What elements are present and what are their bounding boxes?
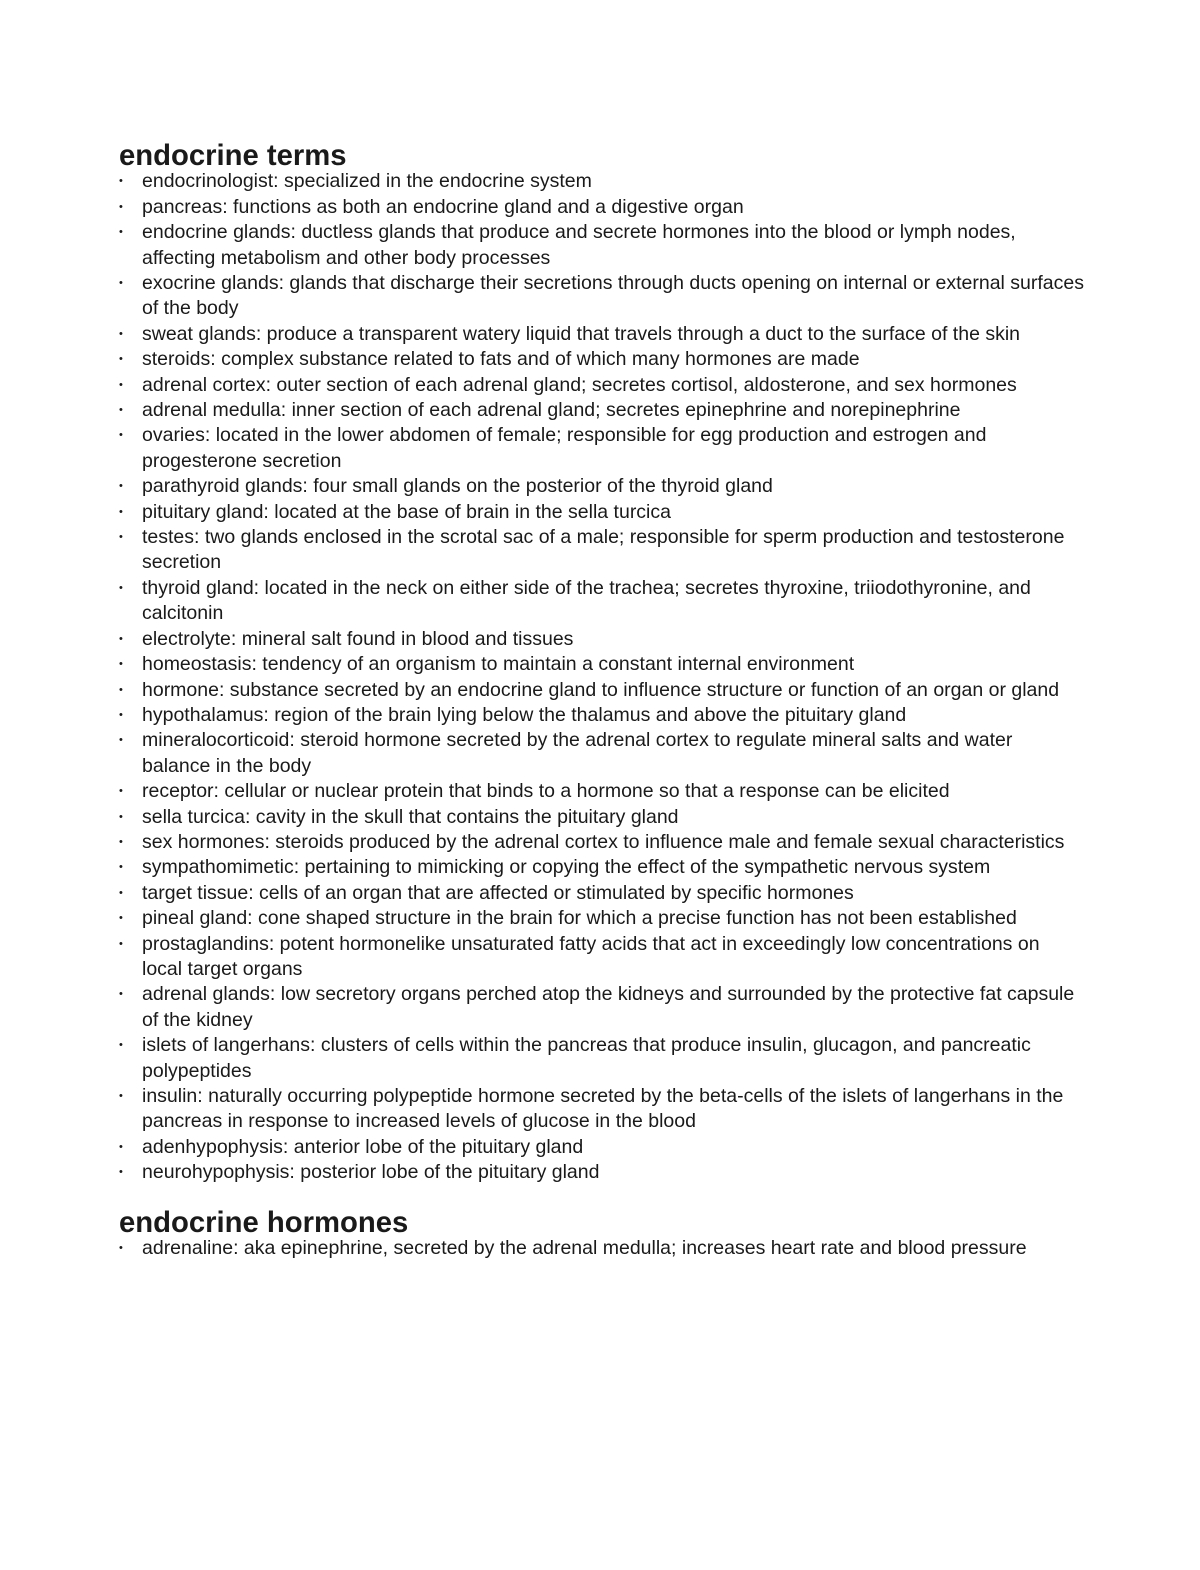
term-text: pineal gland: cone shaped structure in the brain for which a precise function has not been established <box>142 907 1017 930</box>
list-item <box>119 322 1084 347</box>
term-text: hypothalamus: region of the brain lying below the thalamus and above the pituitary gland <box>142 703 907 726</box>
list-item <box>119 728 1084 779</box>
term-text: islets of langerhans: clusters of cells within the pancreas that produce insulin, glucagon, and pancreatic polypeptides <box>142 1034 1031 1082</box>
list-item <box>119 678 1084 703</box>
list-item <box>119 779 1084 804</box>
term-text: hormone: substance secreted by an endocrine gland to influence structure or function of an organ or gland <box>142 678 1060 701</box>
list-item <box>119 525 1084 576</box>
bullet-icon: • <box>119 988 123 1001</box>
list-item <box>119 423 1084 474</box>
term-list <box>119 169 1084 1185</box>
bullet-icon: • <box>119 505 123 518</box>
bullet-icon: • <box>119 277 123 290</box>
bullet-icon: • <box>119 404 123 417</box>
list-item <box>119 1236 1084 1261</box>
bullet-icon: • <box>119 810 123 823</box>
list-item <box>119 855 1084 880</box>
section-endocrine-hormones <box>119 1207 1084 1262</box>
term-text: prostaglandins: potent hormonelike unsaturated fatty acids that act in exceedingly low concentrations on local target organs <box>142 932 1040 980</box>
bullet-icon: • <box>119 531 123 544</box>
bullet-icon: • <box>119 734 123 747</box>
bullet-icon: • <box>119 175 123 188</box>
term-text: endocrinologist: specialized in the endocrine system <box>142 170 592 193</box>
bullet-icon: • <box>119 1140 123 1153</box>
list-item <box>119 500 1084 525</box>
term-text: adenhypophysis: anterior lobe of the pituitary gland <box>142 1135 584 1158</box>
bullet-icon: • <box>119 912 123 925</box>
section-endocrine-terms <box>119 140 1084 1186</box>
list-item <box>119 1160 1084 1185</box>
list-item <box>119 195 1084 220</box>
list-item <box>119 474 1084 499</box>
bullet-icon: • <box>119 632 123 645</box>
document-page <box>119 140 1084 1262</box>
list-item <box>119 906 1084 931</box>
bullet-icon: • <box>119 1166 123 1179</box>
term-text: sympathomimetic: pertaining to mimicking or copying the effect of the sympathetic nervous system <box>142 856 991 879</box>
bullet-icon: • <box>119 200 123 213</box>
list-item <box>119 1084 1084 1135</box>
bullet-icon: • <box>119 1039 123 1052</box>
list-item <box>119 652 1084 677</box>
term-text: parathyroid glands: four small glands on the posterior of the thyroid gland <box>142 475 773 498</box>
bullet-icon: • <box>119 683 123 696</box>
bullet-icon: • <box>119 937 123 950</box>
term-text: insulin: naturally occurring polypeptide hormone secreted by the beta-cells of the islets of langerhans in the pancreas in response to increased levels of glucose in the blood <box>142 1085 1064 1133</box>
bullet-icon: • <box>119 378 123 391</box>
list-item <box>119 982 1084 1033</box>
bullet-icon: • <box>119 658 123 671</box>
bullet-icon: • <box>119 1090 123 1103</box>
term-text: target tissue: cells of an organ that are affected or stimulated by specific hormones <box>142 881 854 904</box>
term-text: adrenal medulla: inner section of each adrenal gland; secretes epinephrine and norepinephrine <box>142 399 961 422</box>
list-item <box>119 1135 1084 1160</box>
term-text: neurohypophysis: posterior lobe of the pituitary gland <box>142 1161 600 1184</box>
list-item <box>119 169 1084 194</box>
bullet-icon: • <box>119 581 123 594</box>
term-text: sex hormones: steroids produced by the adrenal cortex to influence male and female sexual characteristics <box>142 830 1065 853</box>
list-item <box>119 373 1084 398</box>
bullet-icon: • <box>119 353 123 366</box>
term-text: exocrine glands: glands that discharge their secretions through ducts opening on internal or external surfaces of the body <box>142 272 1084 320</box>
section-heading: endocrine hormones <box>119 1207 409 1240</box>
term-text: ovaries: located in the lower abdomen of female; responsible for egg production and estrogen and progesterone secretion <box>142 424 987 472</box>
list-item <box>119 347 1084 372</box>
term-text: mineralocorticoid: steroid hormone secreted by the adrenal cortex to regulate mineral salts and water balance in the body <box>142 729 1013 777</box>
bullet-icon: • <box>119 785 123 798</box>
list-item <box>119 1033 1084 1084</box>
bullet-icon: • <box>119 226 123 239</box>
section-heading: endocrine terms <box>119 140 347 172</box>
list-item <box>119 220 1084 271</box>
term-text: electrolyte: mineral salt found in blood and tissues <box>142 627 574 650</box>
term-text: steroids: complex substance related to fats and of which many hormones are made <box>142 348 860 371</box>
list-item <box>119 398 1084 423</box>
term-text: pancreas: functions as both an endocrine gland and a digestive organ <box>142 195 744 218</box>
list-item <box>119 932 1084 983</box>
bullet-icon: • <box>119 708 123 721</box>
bullet-icon: • <box>119 429 123 442</box>
bullet-icon: • <box>119 480 123 493</box>
bullet-icon: • <box>119 861 123 874</box>
term-text: sella turcica: cavity in the skull that contains the pituitary gland <box>142 805 679 828</box>
list-item <box>119 576 1084 627</box>
bullet-icon: • <box>119 886 123 899</box>
term-text: endocrine glands: ductless glands that produce and secrete hormones into the blood or lymph nodes, affecting metabolism and other body processes <box>142 221 1016 269</box>
bullet-icon: • <box>119 1242 123 1255</box>
term-text: pituitary gland: located at the base of brain in the sella turcica <box>142 500 671 523</box>
term-text: testes: two glands enclosed in the scrotal sac of a male; responsible for sperm production and testosterone secretion <box>142 526 1065 574</box>
list-item <box>119 830 1084 855</box>
term-text: receptor: cellular or nuclear protein that binds to a hormone so that a response can be elicited <box>142 780 950 803</box>
list-item <box>119 805 1084 830</box>
term-text: homeostasis: tendency of an organism to maintain a constant internal environment <box>142 653 855 676</box>
list-item <box>119 271 1084 322</box>
term-text: adrenal cortex: outer section of each adrenal gland; secretes cortisol, aldosterone, and sex hormones <box>142 373 1017 396</box>
bullet-icon: • <box>119 327 123 340</box>
bullet-icon: • <box>119 835 123 848</box>
list-item <box>119 881 1084 906</box>
term-text: thyroid gland: located in the neck on either side of the trachea; secretes thyroxine, triiodothyronine, and calcitonin <box>142 576 1031 625</box>
term-text: sweat glands: produce a transparent watery liquid that travels through a duct to the surface of the skin <box>142 322 1021 345</box>
list-item <box>119 703 1084 728</box>
list-item <box>119 627 1084 652</box>
term-text: adrenaline: aka epinephrine, secreted by the adrenal medulla; increases heart rate and blood pressure <box>142 1237 1027 1260</box>
term-list <box>119 1236 1084 1261</box>
term-text: adrenal glands: low secretory organs perched atop the kidneys and surrounded by the protective fat capsule of the kidney <box>142 983 1075 1031</box>
